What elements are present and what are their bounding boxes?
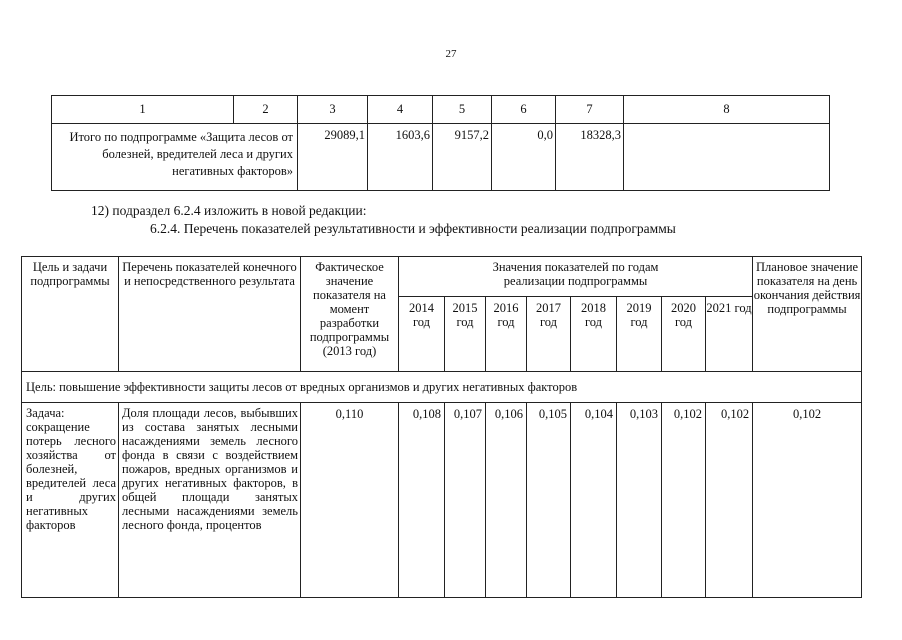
year-header: 2019 год — [617, 297, 662, 372]
subprogram-total-table — [51, 95, 830, 191]
header-goals: Цель и задачи подпрограммы — [22, 257, 119, 372]
year-value: 0,106 — [486, 403, 527, 598]
table1-total-row — [52, 124, 830, 191]
indicators-table — [21, 256, 862, 598]
table1-header-cell: 4 — [368, 96, 433, 124]
table1-header-cell: 5 — [433, 96, 492, 124]
header-actual: Фактическое значение показателя на момент разработки подпрограммы (2013 год) — [301, 257, 399, 372]
year-value: 0,102 — [662, 403, 706, 598]
year-value: 0,102 — [706, 403, 753, 598]
goal-text: Цель: повышение эффективности защиты лесов от вредных организмов и других негативных факторов — [22, 372, 862, 403]
header-by-years: Значения показателей по годам реализации подпрограммы — [399, 257, 753, 297]
page-number: 27 — [445, 48, 457, 60]
total-value: 1603,6 — [368, 124, 433, 191]
indicator-text: Доля площади лесов, выбывших из состава занятых лесными насаждениями земель лесного фонда в связи с воздействием пожаров, вредных организмов и других негативных факторов, в общей площади занятых лесными насаждениями земель лесного фонда, процентов — [119, 403, 301, 598]
year-value: 0,107 — [445, 403, 486, 598]
total-value: 18328,3 — [556, 124, 624, 191]
year-value: 0,104 — [571, 403, 617, 598]
table1-header-cell: 3 — [298, 96, 368, 124]
total-value: 29089,1 — [298, 124, 368, 191]
header-planned: Плановое значение показателя на день окончания действия подпрограммы — [753, 257, 862, 372]
year-header: 2018 год — [571, 297, 617, 372]
actual-value: 0,110 — [301, 403, 399, 598]
year-header: 2016 год — [486, 297, 527, 372]
table2-header-row — [22, 257, 862, 297]
year-value: 0,105 — [527, 403, 571, 598]
year-header: 2017 год — [527, 297, 571, 372]
year-header: 2021 год — [706, 297, 753, 372]
table1-header-cell: 1 — [52, 96, 234, 124]
task-text: Задача: сокращение потерь лесного хозяйства от болезней, вредителей леса и других негативных факторов — [22, 403, 119, 598]
table1-header-row — [52, 96, 830, 124]
total-value — [624, 124, 830, 191]
section-title: 6.2.4. Перечень показателей результативности и эффективности реализации подпрограммы — [150, 221, 676, 236]
table1-header-cell: 2 — [234, 96, 298, 124]
header-indicators: Перечень показателей конечного и непосредственного результата — [119, 257, 301, 372]
total-value: 9157,2 — [433, 124, 492, 191]
year-header: 2014 год — [399, 297, 445, 372]
year-value: 0,103 — [617, 403, 662, 598]
data-row — [22, 403, 862, 598]
year-header: 2020 год — [662, 297, 706, 372]
goal-row — [22, 372, 862, 403]
table1-header-cell: 8 — [624, 96, 830, 124]
total-label: Итого по подпрограмме «Защита лесов от болезней, вредителей леса и других негативных факторов» — [52, 124, 298, 191]
table1-header-cell: 6 — [492, 96, 556, 124]
total-value: 0,0 — [492, 124, 556, 191]
table1-header-cell: 7 — [556, 96, 624, 124]
year-header: 2015 год — [445, 297, 486, 372]
paragraph-12: 12) подраздел 6.2.4 изложить в новой редакции: — [91, 203, 367, 218]
year-value: 0,108 — [399, 403, 445, 598]
planned-value: 0,102 — [753, 403, 862, 598]
